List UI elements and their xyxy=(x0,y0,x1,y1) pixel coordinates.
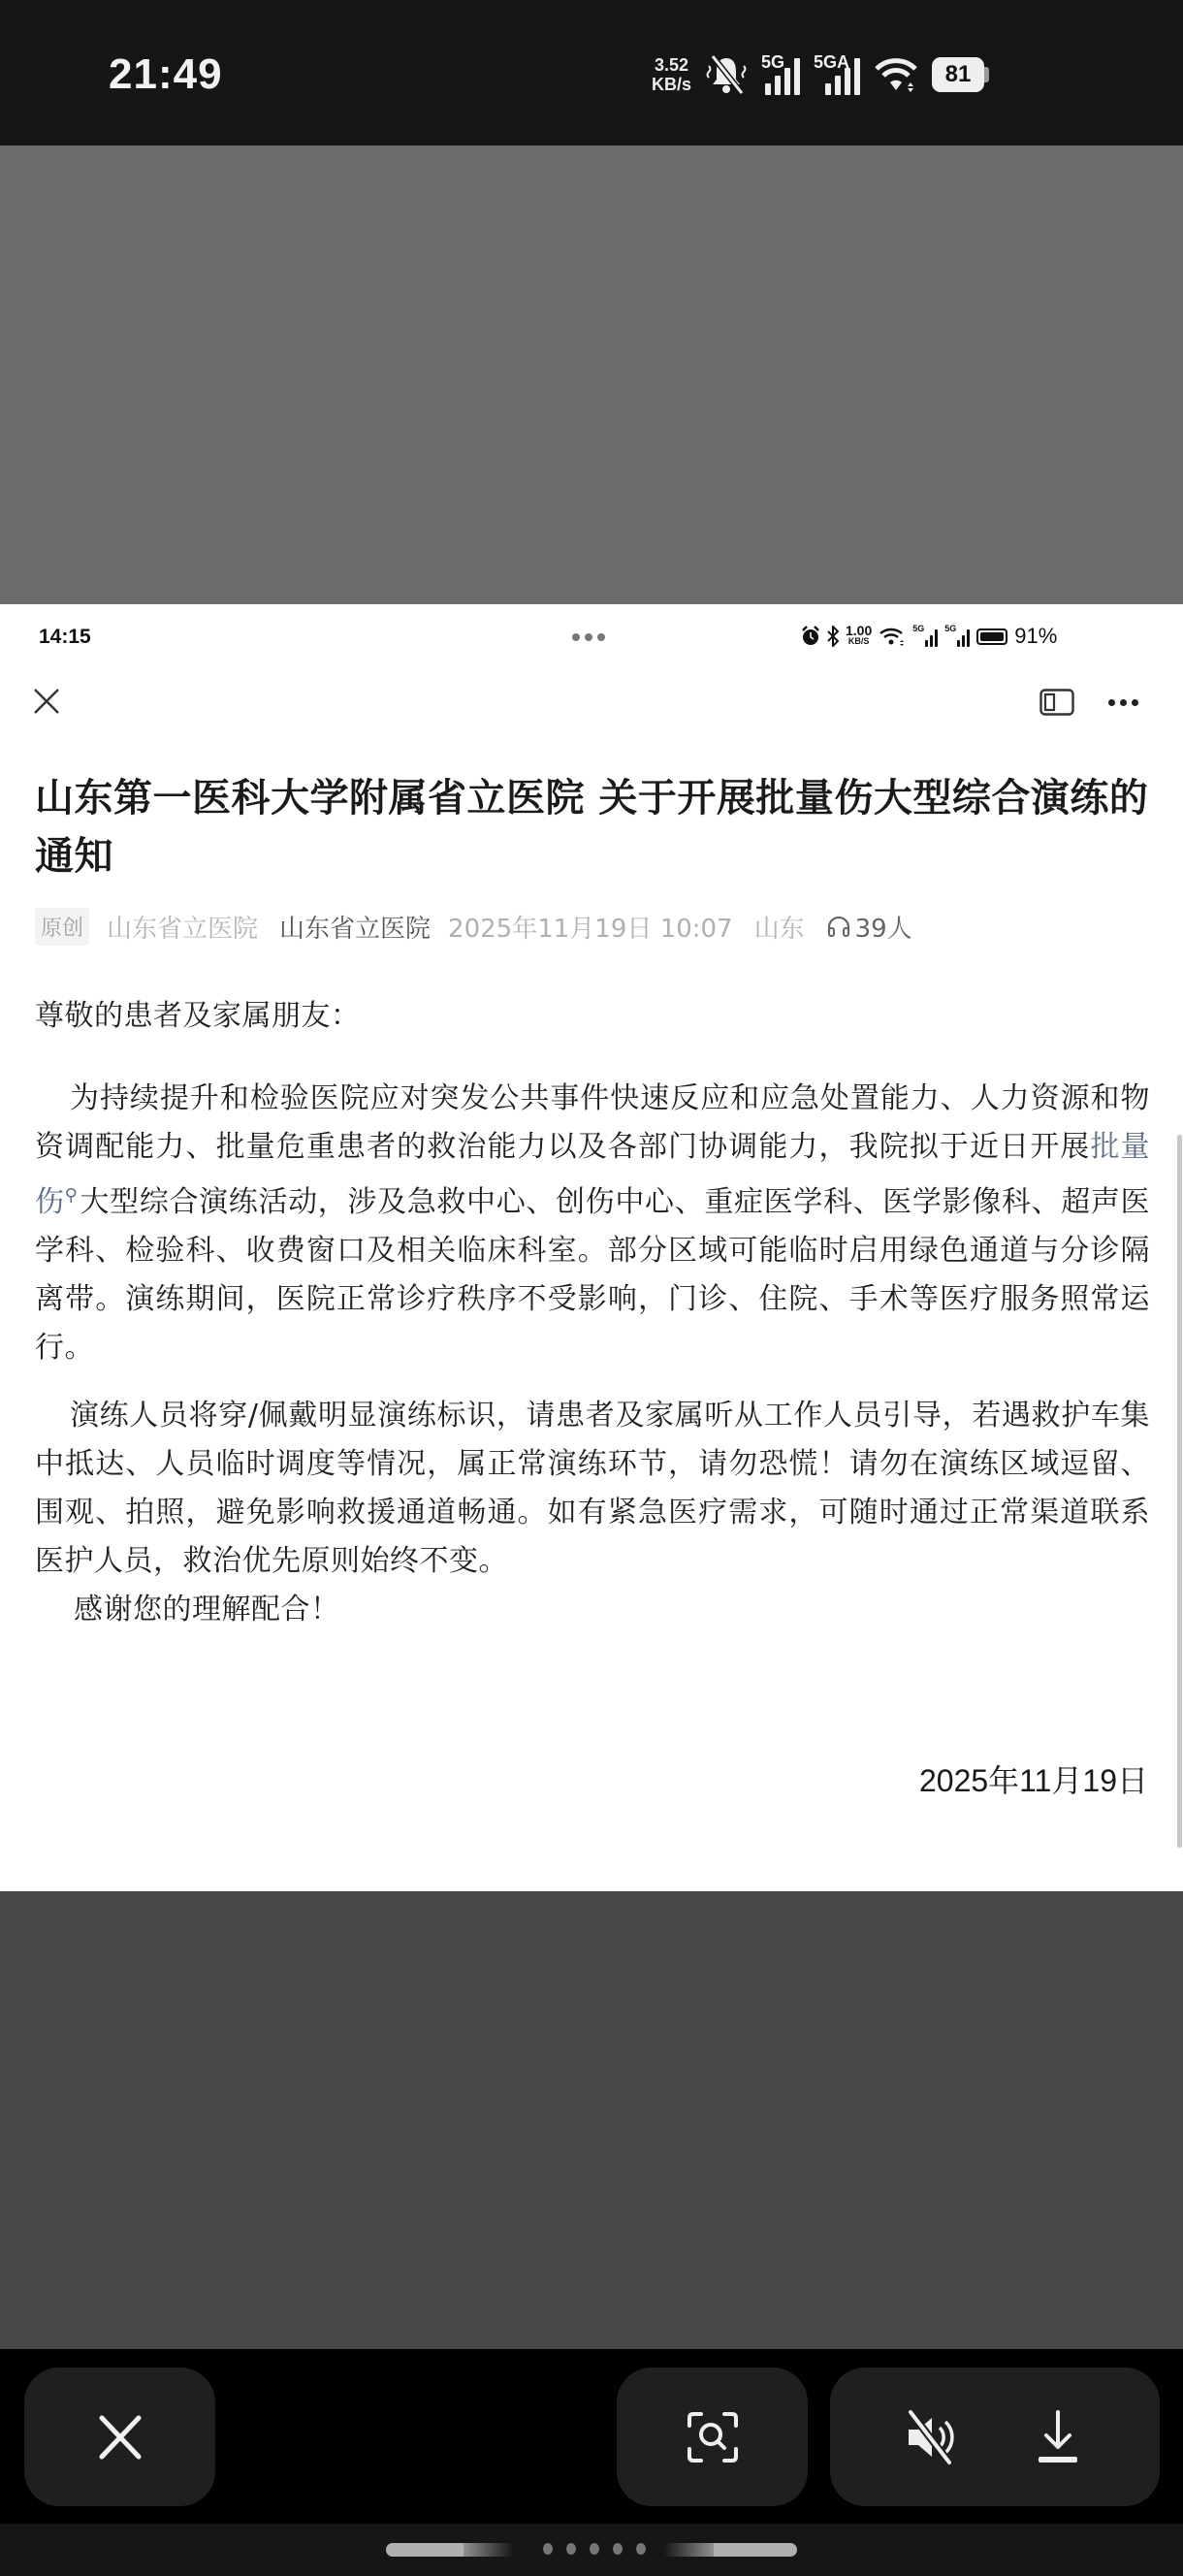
headphones-icon xyxy=(826,915,851,938)
network-speed: 3.52 KB/s xyxy=(652,55,692,94)
battery-icon: 81 xyxy=(932,57,989,92)
source-name: 山东省立医院 xyxy=(107,914,259,944)
inner-wifi-icon xyxy=(879,626,906,647)
bluetooth-icon xyxy=(827,626,839,647)
vibrate-off-icon xyxy=(705,52,748,97)
article-title: 山东第一医科大学附属省立医院 关于开展批量伤大型综合演练的通知 xyxy=(35,776,1149,879)
close-preview-button[interactable] xyxy=(24,2367,215,2506)
listen-button[interactable] xyxy=(826,909,912,945)
inner-signal-2-icon: 5G xyxy=(944,626,970,647)
listener-count: 39人 xyxy=(854,914,912,944)
inner-signal-1-icon: 5G xyxy=(912,626,938,647)
close-icon xyxy=(96,2413,144,2462)
sign-date: 2025年11月19日 xyxy=(918,1763,1148,1798)
keyword-search-link[interactable]: 批量伤 xyxy=(35,1130,1151,1219)
visual-search-button[interactable] xyxy=(617,2367,808,2506)
inner-battery-icon xyxy=(976,628,1007,645)
speaker-muted-icon xyxy=(903,2408,961,2466)
reader-mode-icon[interactable] xyxy=(1039,689,1074,716)
screenshot-backdrop-bottom xyxy=(0,1891,1183,2349)
alarm-icon xyxy=(801,626,820,647)
signal-strength-2-icon: 5GA xyxy=(814,54,860,95)
close-icon[interactable] xyxy=(27,682,66,721)
sound-download-group xyxy=(830,2367,1160,2506)
outer-status-bar xyxy=(0,0,1183,145)
status-icons xyxy=(652,50,989,99)
article-nav-bar xyxy=(0,672,1183,740)
status-time: 21:49 xyxy=(109,50,223,98)
article-meta xyxy=(35,907,912,946)
publish-region: 山东 xyxy=(753,914,805,944)
publish-time: 2025年11月19日 10:07 xyxy=(448,914,733,944)
screenshot-backdrop-top xyxy=(0,145,1183,604)
signal-strength-1-icon: 5G xyxy=(761,54,800,95)
download-button[interactable] xyxy=(1029,2408,1087,2466)
search-icon[interactable]: ⚲ xyxy=(64,1185,79,1206)
paragraph-1: 为持续提升和检验医院应对突发公共事件快速反应和应急处置能力、人力资源和物资调配能力、批量危重患者的救治能力以及各部门协调能力，我院拟于近日开展批量伤⚲大型综合演练活动，涉及急救中心、创伤中心、重症医学科、医学影像科、超声医学科、检验科、收费窗口及相关临床科室。部分区域可能临时启用绿色通道与分诊隔离带。演练期间，医院正常诊疗秩序不受影响，门诊、住院、手术等医疗服务照常运行。 xyxy=(35,1081,1151,1365)
inner-status-bar xyxy=(0,604,1183,672)
paragraph-2: 演练人员将穿/佩戴明显演练标识，请患者及家属听从工作人员引导，若遇救护车集中抵达、人员临时调度等情况，属正常演练环节，请勿恐慌！请勿在演练区域逗留、围观、拍照，避免影响救援通道畅通。如有紧急医疗需求，可随时通过正常渠道联系医护人员，救治优先原则始终不变。 xyxy=(35,1399,1150,1578)
mute-toggle-button[interactable] xyxy=(903,2408,961,2466)
more-options-icon[interactable] xyxy=(1108,688,1143,717)
wifi-icon xyxy=(874,55,918,94)
article-screenshot xyxy=(0,604,1183,1891)
inner-status-time: 14:15 xyxy=(39,626,91,648)
gesture-area xyxy=(0,2524,1183,2576)
original-badge: 原创 xyxy=(35,908,89,946)
screenshot-toolbar xyxy=(0,2349,1183,2524)
inner-status-dots xyxy=(572,633,605,641)
scan-search-icon xyxy=(684,2408,742,2466)
greeting: 尊敬的患者及家属朋友： xyxy=(35,999,361,1033)
download-icon xyxy=(1029,2408,1087,2466)
inner-status-icons: 1.00 KB/S 5G 5G 91% xyxy=(801,624,1057,649)
scrollbar[interactable] xyxy=(1177,1135,1182,1848)
closing-line: 感谢您的理解配合！ xyxy=(74,1593,340,1626)
inner-network-speed: 1.00 KB/S xyxy=(846,623,873,646)
account-name-link[interactable]: 山东省立医院 xyxy=(279,914,432,944)
